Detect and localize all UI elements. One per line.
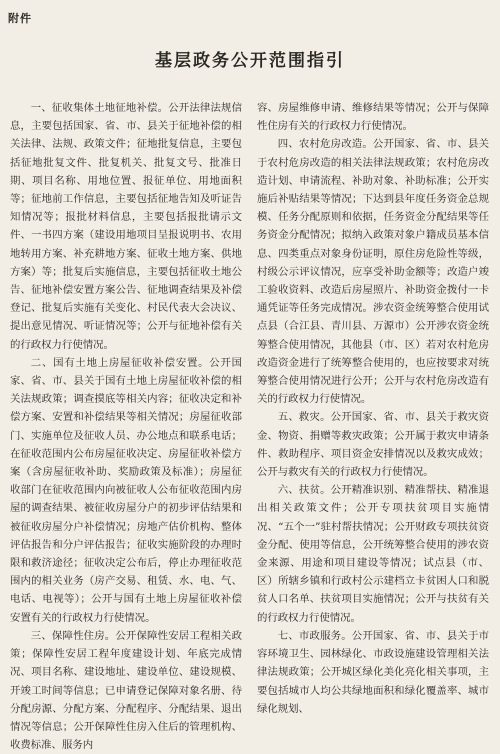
paragraph-affordable-housing: 三、保障性住房。公开保障性安居工程相关政策；保障性安居工程年度建设计划、年底完成情况、项目名称、建设地址、建设单位、建设规模、开竣工时间等信息；已申请登记保障对象名册、待分配房源、分配方案、分配程序、分配结果、退出情况等信息；公开保障性住房入住后的管理机构、收费标准、服务内 bbox=[10, 629, 242, 752]
paragraph-disaster-relief: 五、救灾。公开国家、省、市、县关于救灾资金、物资、捐赠等救灾政策；公开属于救灾申请条件、救助程序、项目资金安排情况以及救灾成效；公开与救灾有关的行政权力行使情况。 bbox=[257, 411, 489, 479]
left-column bbox=[10, 99, 242, 754]
paragraph-poverty-alleviation: 六、扶贫。公开精准识别、精准帮扶、精准退出相关政策文件；公开专项扶贫项目实施情况、“五个一”驻村帮扶情况；公开财政专项扶贫资金分配、使用等信息，公开统筹整合使用的涉农资金来源、用途和项目建设等情况；试点县（市、区）所辖乡镇和行政村公示建档立卡贫困人口和脱贫人口名单、扶贫项目实施情况；公开与扶贫有关的行政权力行使情况。 bbox=[257, 484, 489, 624]
paragraph-rural-dilapidated-housing: 四、农村危房改造。公开国家、省、市、县关于农村危房改造的相关法律法规政策；农村危房改造计划、申请流程、补助对象、补助标准；公开实施后补贴结果等情况；下达到县年度任务资金总规模、任务分配原则和依据，任务资金分配结果等任务资金分配情况；拟纳入政策对象户籍成员基本信息、四类重点对象身份证明，原住房危险性等级，村级公示评议情况，应享受补助金额等；改造户竣工验收资料、改造后房屋照片、补助资金拨付一卡通凭证等任务完成情况。涉农资金统筹整合使用试点县（合江县、青川县、万源市）公开涉农资金统筹整合使用情况，其他县（市、区）若对农村危房改造资金进行了统筹整合使用的，也应按要求对统筹整合使用情况进行公开；公开与农村危房改造有关的行政权力行使情况。 bbox=[257, 138, 489, 406]
paragraph-housing-expropriation: 二、国有土地上房屋征收补偿安置。公开国家、省、市、县关于国有土地上房屋征收补偿的相关法规政策；调查摸底等相关内容；征收决定和补偿方案、安置和补偿结果等相关情况；房屋征收部门、实施单位及征收人员、办公地点和联系电话；在征收范围内公布房屋征收决定、房屋征收补偿方案（含房屋征收补助、奖励政策及标准）；房屋征收部门在征收范围内向被征收人公布征收范围内房屋的调查结果、被征收房屋分户的初步评估结果和被征收房屋分户补偿情况；房地产估价机构、整体评估报告和分户评估报告；征收实施阶段的办理时限和救济途径；征收决定公布后，停止办理征收范围内的相关业务（房产交易、租赁、水、电、气、电话、电视等）；公开与国有土地上房屋征收补偿安置有关的行政权力行使情况。 bbox=[10, 356, 242, 624]
paragraph-land-acquisition: 一、征收集体土地征地补偿。公开法律法规信息，主要包括国家、省、市、县关于征地补偿的相关法律、法规、政策文件；征地批复信息，主要包括征地批复文件、批复机关、批复文号、批准日期、项目名称、用地位置、报征单位、用地面积等；征地前工作信息，主要包括征地告知及听证告知情况等；报批材料信息，主要包括报批请示文件、一书四方案（建设用地项目呈报说明书、农用地转用方案、补充耕地方案、征收土地方案、供地方案）等；批复后实施信息，主要包括征收土地公告、征地补偿安置方案公告、征地调查结果及补偿登记、批复后实施有关变化、村民代表大会决议、提出意见情况、听证情况等；公开与征地补偿有关的行政权力行使情况。 bbox=[10, 102, 242, 351]
paragraph-affordable-housing-continued: 容、房屋维修申请、维修结果等情况；公开与保障性住房有关的行政权力行使情况。 bbox=[257, 102, 489, 133]
paragraph-municipal-services: 七、市政服务。公开国家、省、市、县关于市容环境卫生、园林绿化、市政设施建设管理相关法律法规政策；公开城区绿化美化亮化相关事项，主要包括城市人均公共绿地面积和绿化覆盖率、城市绿化规划、 bbox=[257, 629, 489, 715]
document-title: 基层政务公开范围指引 bbox=[155, 51, 345, 71]
attachment-label: 附件 bbox=[8, 12, 32, 25]
right-column bbox=[257, 99, 489, 718]
